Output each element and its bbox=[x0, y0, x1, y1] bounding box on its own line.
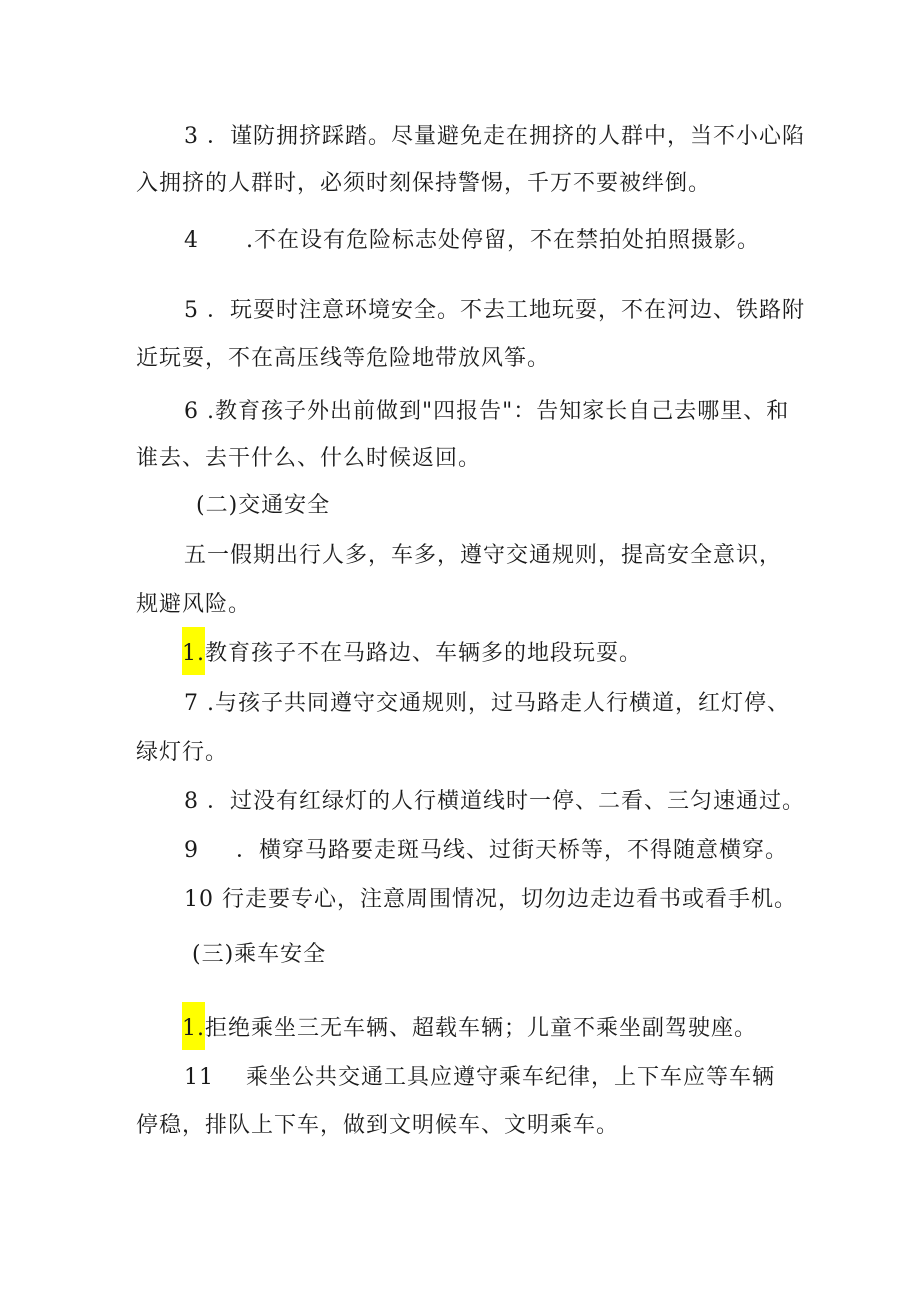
item-text: .教育孩子外出前做到"四报告"：告知家长自己去哪里、和 bbox=[207, 399, 790, 424]
item-11-line-1 bbox=[184, 1063, 775, 1093]
item-number: 9 bbox=[184, 838, 199, 863]
highlighted-item-number: 1. bbox=[182, 627, 205, 675]
item-7-line-1 bbox=[184, 689, 790, 719]
item-8-line-1 bbox=[184, 787, 805, 817]
item-10-line-1 bbox=[184, 885, 797, 915]
item-text: .与孩子共同遵守交通规则，过马路走人行横道，红灯停、 bbox=[207, 691, 790, 716]
item-4-line-1 bbox=[184, 226, 760, 256]
item-text: ．谨防拥挤踩踏。尽量避免走在拥挤的人群中，当不小心陷 bbox=[207, 124, 806, 149]
item-7-line-2: 绿灯行。 bbox=[136, 740, 229, 765]
item-text: ．过没有红绿灯的人行横道线时一停、二看、三匀速通过。 bbox=[207, 789, 806, 814]
section-heading-traffic: (二)交通安全 bbox=[196, 493, 331, 518]
item-text: 拒绝乘坐三无车辆、超载车辆；儿童不乘坐副驾驶座。 bbox=[205, 1016, 758, 1041]
item-9-line-1 bbox=[184, 836, 788, 866]
item-5-line-1 bbox=[184, 296, 805, 326]
item-text: 行走要专心，注意周围情况，切勿边走边看书或看手机。 bbox=[222, 887, 798, 912]
item-3-line-1 bbox=[184, 122, 805, 152]
item-11-line-2: 停稳，排队上下车，做到文明候车、文明乘车。 bbox=[136, 1113, 620, 1138]
item-text: ．玩耍时注意环境安全。不去工地玩耍，不在河边、铁路附 bbox=[207, 298, 806, 323]
item-number: 4 bbox=[184, 228, 199, 253]
item-6-line-2: 谁去、去干什么、什么时候返回。 bbox=[136, 446, 482, 471]
item-text: 乘坐公共交通工具应遵守乘车纪律，上下车应等车辆 bbox=[246, 1065, 776, 1090]
item-6-line-1 bbox=[184, 397, 789, 427]
traffic-item-1 bbox=[182, 639, 642, 675]
item-number: 3 bbox=[184, 124, 199, 149]
item-number: 6 bbox=[184, 399, 199, 424]
item-text: .不在设有危险标志处停留，不在禁拍处拍照摄影。 bbox=[246, 228, 760, 253]
item-text: ．横穿马路要走斑马线、过街天桥等，不得随意横穿。 bbox=[236, 838, 789, 863]
item-number: 7 bbox=[184, 691, 199, 716]
item-3-line-2: 入拥挤的人群时，必须时刻保持警惕，千万不要被绊倒。 bbox=[136, 171, 712, 196]
item-number: 10 bbox=[184, 887, 214, 912]
item-text: 教育孩子不在马路边、车辆多的地段玩耍。 bbox=[205, 641, 643, 666]
section-heading-riding: (三)乘车安全 bbox=[192, 942, 327, 967]
section-intro-line-1: 五一假期出行人多，车多，遵守交通规则，提高安全意识， bbox=[184, 543, 783, 568]
highlighted-item-number: 1. bbox=[182, 1002, 205, 1050]
item-5-line-2: 近玩耍，不在高压线等危险地带放风筝。 bbox=[136, 346, 551, 371]
section-intro-line-2: 规避风险。 bbox=[136, 592, 252, 617]
item-number: 5 bbox=[184, 298, 199, 323]
item-number: 8 bbox=[184, 789, 199, 814]
riding-item-1 bbox=[182, 1014, 757, 1050]
item-number: 11 bbox=[184, 1065, 214, 1090]
